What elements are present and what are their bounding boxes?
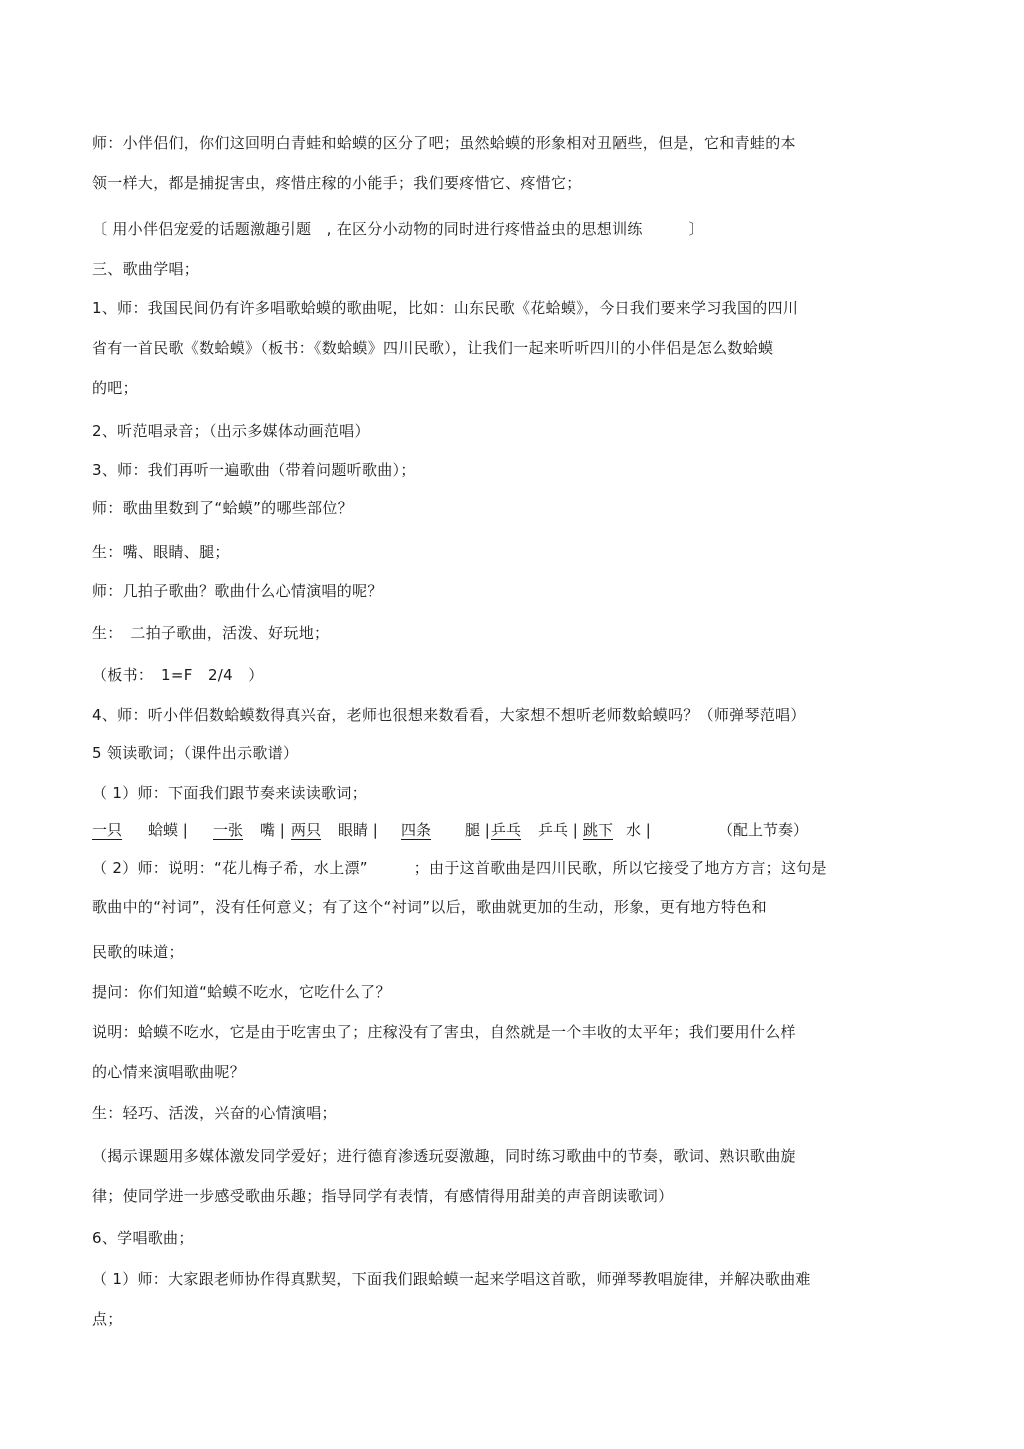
- rhythm-word: 腿 |: [465, 821, 490, 839]
- paragraph-line: 师：小伴侣们，你们这回明白青蛙和蛤蟆的区分了吧；虽然蛤蟆的形象相对丑陋些，但是，它和青蛙的本: [92, 134, 796, 152]
- rhythm-word: 两只: [291, 821, 322, 839]
- paragraph-line: 民歌的味道；: [92, 943, 184, 961]
- rhythm-word: 一只: [92, 821, 123, 839]
- paragraph-line: 4、师：听小伴侣数蛤蟆数得真兴奋，老师也很想来数看看，大家想不想听老师数蛤蟆吗？（师弹琴范唱）: [92, 706, 806, 724]
- paragraph-line: 省有一首民歌《数蛤蟆》（板书：《数蛤蟆》四川民歌），让我们一起来听听四川的小伴侣是怎么数蛤蟆: [92, 339, 774, 357]
- rhythm-word: 一张: [213, 821, 244, 839]
- paragraph-line: 说明：蛤蟆不吃水，它是由于吃害虫了；庄稼没有了害虫，自然就是一个丰收的太平年；我们要用什么样: [92, 1023, 796, 1041]
- paragraph-line: 的吧；: [92, 379, 138, 397]
- paragraph-line: 生： 二拍子歌曲，活泼、好玩地；: [92, 624, 330, 642]
- paragraph-line: 歌曲中的“衬词”，没有任何意义；有了这个“衬词”以后，歌曲就更加的生动，形象，更有地方特色和: [92, 898, 767, 916]
- rhythm-word: 眼睛 |: [338, 821, 378, 839]
- rhythm-lyrics-line: [0, 820, 1024, 842]
- paragraph-line: （ 1）师：大家跟老师协作得真默契，下面我们跟蛤蟆一起来学唱这首歌，师弹琴教唱旋律，并解决歌曲难: [92, 1270, 811, 1288]
- paragraph-line: 的心情来演唱歌曲呢？: [92, 1063, 246, 1081]
- paragraph-line: 5 领读歌词；（课件出示歌谱）: [92, 744, 299, 762]
- paragraph-line: 3、师：我们再听一遍歌曲（带着问题听歌曲）；: [92, 461, 416, 479]
- paragraph-line: 领一样大，都是捕捉害虫，疼惜庄稼的小能手；我们要疼惜它、疼惜它；: [92, 174, 582, 192]
- rhythm-word: 嘴 |: [260, 821, 285, 839]
- annotation-note: （揭示课题用多媒体激发同学爱好；进行德育渗透玩耍激趣，同时练习歌曲中的节奏，歌词、熟识歌曲旋: [92, 1147, 796, 1165]
- paragraph-line: （ 1）师：下面我们跟节奏来读读歌词；: [92, 784, 368, 802]
- board-note: （板书： 1=F 2/4 ）: [92, 666, 264, 684]
- paragraph-line: 师：歌曲里数到了“蛤蟆”的哪些部位？: [92, 499, 353, 517]
- paragraph-line: 师：几拍子歌曲？歌曲什么心情演唱的呢？: [92, 582, 383, 600]
- rhythm-word: 乒乓: [491, 821, 522, 839]
- paragraph-line: 6、学唱歌曲；: [92, 1229, 194, 1247]
- paragraph-line: 生：嘴、眼睛、腿；: [92, 543, 230, 561]
- paragraph-line: 提问：你们知道“蛤蟆不吃水，它吃什么了？: [92, 983, 391, 1001]
- paragraph-line: 2、听范唱录音；（出示多媒体动画范唱）: [92, 422, 370, 440]
- paragraph-line: 1、师：我国民间仍有许多唱歌蛤蟆的歌曲呢，比如：山东民歌《花蛤蟆》，今日我们要来学习我国的四川: [92, 299, 799, 317]
- paragraph-line: 点；: [92, 1310, 123, 1328]
- paragraph-line: 生：轻巧、活泼，兴奋的心情演唱；: [92, 1104, 337, 1122]
- annotation-note: 律；使同学进一步感受歌曲乐趣；指导同学有表情，有感情得用甜美的声音朗读歌词）: [92, 1187, 674, 1205]
- paragraph-line: （ 2）师：说明：“花儿梅子希，水上漂” ；由于这首歌曲是四川民歌，所以它接受了地方方言；这句是: [92, 859, 827, 877]
- rhythm-word: 蛤蟆 |: [148, 821, 188, 839]
- rhythm-note: （配上节奏）: [718, 821, 809, 839]
- rhythm-word: 乒乓 |: [538, 821, 578, 839]
- rhythm-word: 跳下: [583, 821, 614, 839]
- section-heading: 三、歌曲学唱；: [92, 260, 200, 278]
- rhythm-word: 四条: [401, 821, 432, 839]
- rhythm-word: 水 |: [626, 821, 651, 839]
- annotation-note: 〔 用小伴侣宠爱的话题激趣引题 , 在区分小动物的同时进行疼惜益虫的思想训练 〕: [92, 220, 704, 238]
